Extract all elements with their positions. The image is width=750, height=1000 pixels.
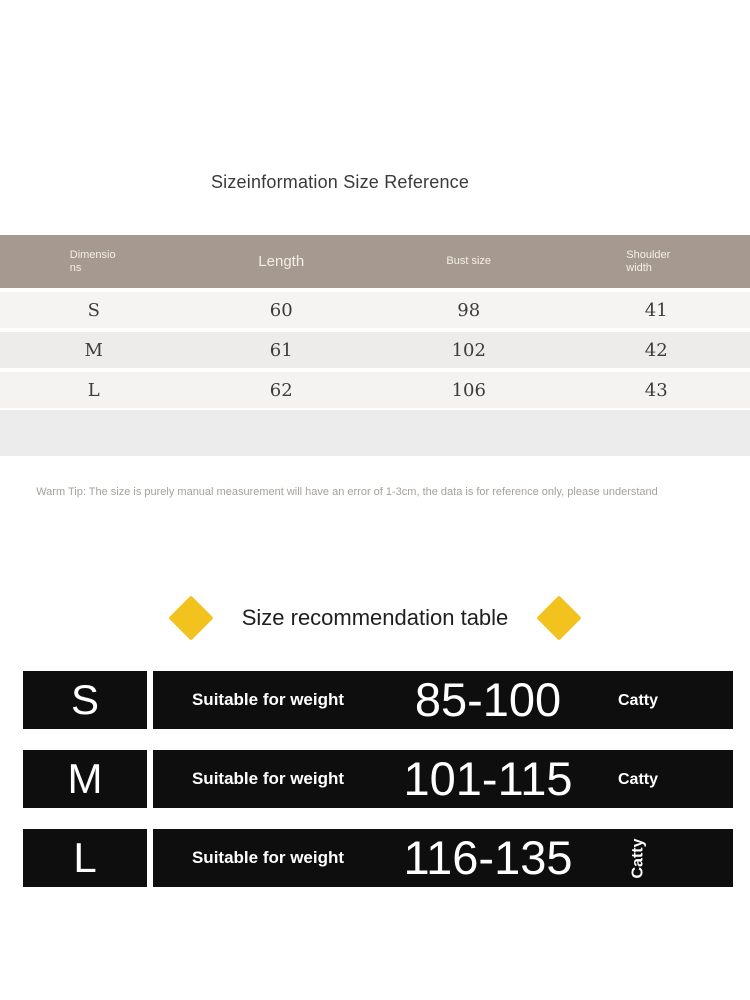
weight-range: 85-100 [414,673,562,726]
cell-shoulder: 42 [644,339,668,361]
cell-length: 61 [269,339,293,361]
weight-unit [593,837,683,879]
page-title: Sizeinformation Size Reference [210,172,470,192]
cell-shoulder: 43 [644,379,668,401]
cell-bust: 102 [451,339,486,361]
suitable-weight-label: Suitable for weight [191,848,345,867]
weight-unit [593,691,683,710]
size-reference-table [0,235,750,456]
header-dimensions: Dimensions [69,248,116,274]
size-badge: M [23,750,147,808]
cell-shoulder: 41 [644,299,668,321]
suitable-weight-label: Suitable for weight [191,769,345,788]
header-bust-size: Bust size [446,255,492,267]
weight-unit-text: Catty [629,837,647,879]
recommendation-bar [153,829,733,887]
size-badge: S [23,671,147,729]
recommendation-row-m [23,750,733,808]
recommendation-row-l [23,829,733,887]
weight-range: 116-135 [403,831,573,884]
cell-bust: 106 [451,379,486,401]
cell-length: 62 [269,379,293,401]
size-table-header-row [0,235,750,288]
weight-unit-text: Catty [618,770,659,788]
weight-unit [593,770,683,789]
cell-size: S [87,299,100,321]
warm-tip: Warm Tip: The size is purely manual measurement will have an error of 1-3cm, the data is for reference only, please understand [36,486,658,498]
cell-size: M [84,339,103,361]
recommendation-bar [153,671,733,729]
table-row-l [0,372,750,408]
cell-size: L [87,379,100,401]
suitable-weight-label: Suitable for weight [191,690,345,709]
cell-bust: 98 [457,299,481,321]
table-row-s [0,292,750,328]
recommendation-row-s [23,671,733,729]
table-footer-band [0,410,750,456]
cell-length: 60 [269,299,293,321]
size-badge: L [23,829,147,887]
recommendation-bar [153,750,733,808]
recommendation-heading [0,594,750,642]
header-shoulder-width: Shoulder width [626,248,671,274]
weight-range: 101-115 [403,752,573,805]
diamond-icon [536,595,582,641]
title-wrap [0,0,715,194]
header-length: Length [258,253,305,270]
weight-unit-text: Catty [618,691,659,709]
table-row-m [0,332,750,368]
recommendation-title: Size recommendation table [241,605,509,630]
diamond-icon [168,595,214,641]
